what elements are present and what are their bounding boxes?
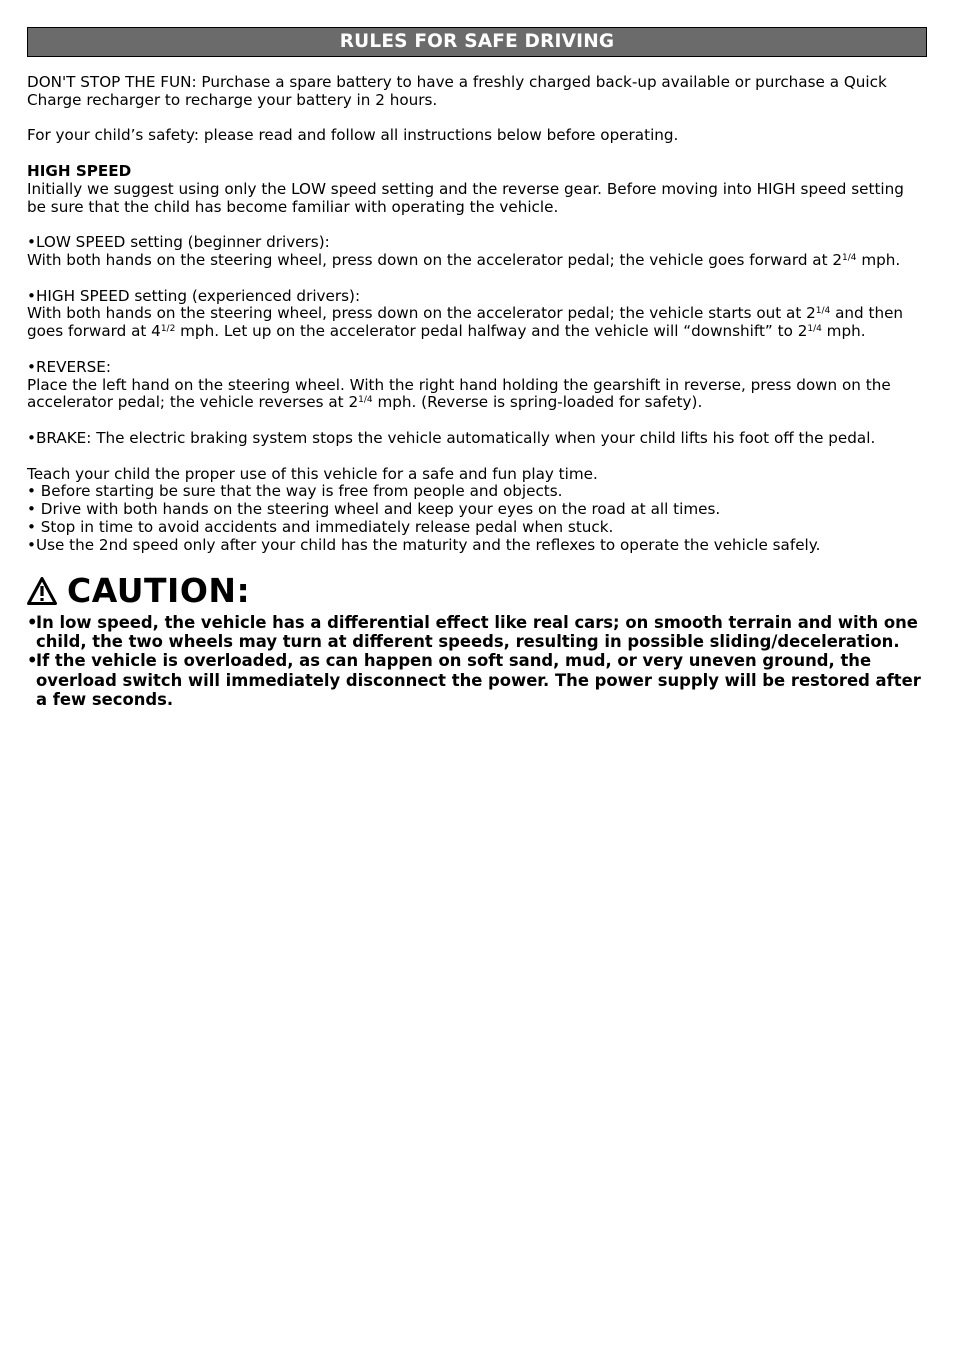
manual-page	[27, 27, 927, 710]
warning-triangle-icon	[27, 577, 57, 605]
list-item: • Drive with both hands on the steering wheel and keep your eyes on the road at all times.	[27, 500, 721, 519]
bullet: •	[27, 651, 38, 671]
high-speed-text: Initially we suggest using only the LOW speed setting and the reverse gear. Before moving into HIGH speed setting be sure that the child has become familiar with operating the vehicle.	[27, 179, 904, 216]
high-speed-setting-text: With both hands on the steering wheel, press down on the accelerator pedal; the vehicle starts out at $2^{1/4}$ and then goes forward at $4^{1/2}$ mph. Let up on the accelerator pedal halfway and the vehicle will “downshift” to $2^{1/4}$ mph.	[27, 304, 904, 341]
fraction: 1/4	[807, 324, 822, 335]
battery-note: DON'T STOP THE FUN: Purchase a spare battery to have a freshly charged back-up available or purchase a Quick Charge recharger to recharge your battery in 2 hours.	[27, 73, 887, 109]
fraction: 1/4	[815, 306, 831, 317]
caution-heading	[27, 571, 927, 611]
low-speed-text: With both hands on the steering wheel, press down on the accelerator pedal; the vehicle goes forward at $2^{1/4}$ mph.	[27, 250, 901, 269]
high-speed-setting-label: •HIGH SPEED setting (experienced drivers):	[27, 286, 361, 305]
caution-title: CAUTION:	[67, 571, 251, 611]
low-speed-label: •LOW SPEED setting (beginner drivers):	[27, 233, 330, 252]
high-speed-heading: HIGH SPEED	[27, 161, 132, 180]
caution-item: • In low speed, the vehicle has a differential effect like real cars; on smooth terrain and with one child, the two wheels may turn at different speeds, resulting in possible sliding/deceleration.	[27, 612, 918, 651]
bullet: •	[27, 612, 38, 632]
section-title: RULES FOR SAFE DRIVING	[339, 31, 615, 52]
teach-intro: Teach your child the proper use of this vehicle for a safe and fun play time.	[27, 464, 598, 483]
fraction: 1/4	[358, 395, 373, 406]
caution-item: • If the vehicle is overloaded, as can happen on soft sand, mud, or very uneven ground, the overload switch will immediately disconnect the power. The power supply will be restored after a few seconds.	[27, 651, 921, 710]
fraction: 1/4	[842, 252, 857, 263]
section-header	[27, 27, 927, 57]
list-item: •Use the 2nd speed only after your child has the maturity and the reflexes to operate the vehicle safely.	[27, 535, 821, 554]
caution-list	[27, 613, 927, 710]
reverse-label: •REVERSE:	[27, 357, 111, 376]
brake-text: •BRAKE: The electric braking system stops the vehicle automatically when your child lifts his foot off the pedal.	[27, 428, 876, 447]
list-item: • Stop in time to avoid accidents and immediately release pedal when stuck.	[27, 517, 614, 536]
reverse-text: Place the left hand on the steering wheel. With the right hand holding the gearshift in reverse, press down on the accelerator pedal; the vehicle reverses at $2^{1/4}$ mph. (Reverse is spring-loaded for safety).	[27, 375, 891, 412]
fraction: 1/2	[160, 324, 176, 335]
body-text	[27, 74, 927, 555]
list-item: • Before starting be sure that the way is free from people and objects.	[27, 482, 563, 501]
safety-note: For your child’s safety: please read and follow all instructions below before operating.	[27, 126, 679, 145]
